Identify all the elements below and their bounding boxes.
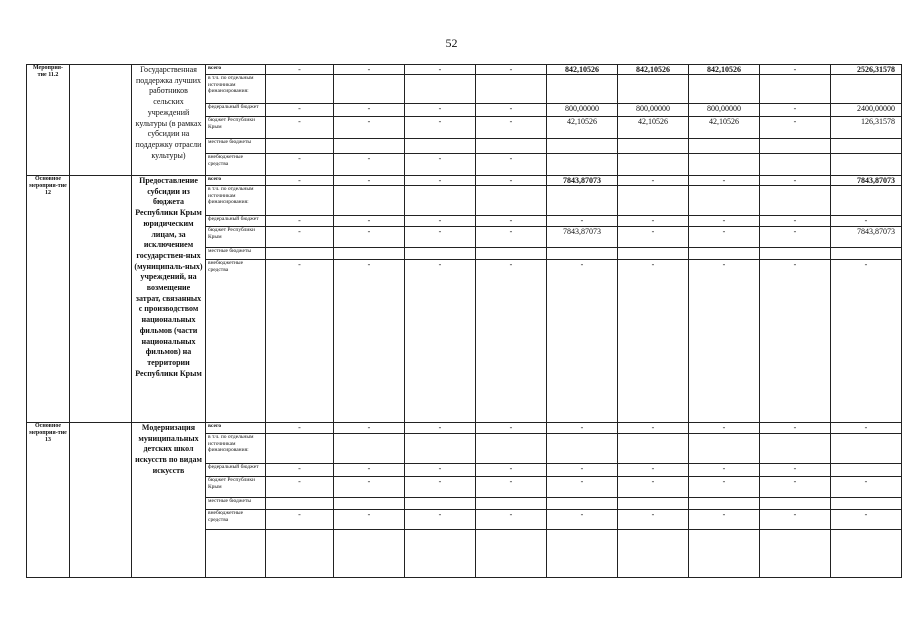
value-cell: - (476, 154, 547, 176)
funding-source: бюджет Республики Крым (206, 477, 266, 498)
value-cell: - (760, 510, 831, 530)
value-cell (618, 434, 689, 464)
value-cell: - (266, 176, 334, 186)
funding-source: всего (206, 176, 266, 186)
value-cell: - (760, 216, 831, 227)
value-cell (760, 154, 831, 176)
value-cell: 2526,31578 (831, 65, 902, 75)
value-cell: 42,10526 (689, 117, 760, 139)
value-cell (547, 498, 618, 510)
value-cell: - (476, 464, 547, 477)
value-cell: - (405, 260, 476, 423)
value-cell (547, 139, 618, 154)
value-cell: - (476, 65, 547, 75)
value-cell (405, 248, 476, 260)
value-cell (831, 139, 902, 154)
value-cell: - (334, 510, 405, 530)
value-cell (266, 248, 334, 260)
empty-cell (831, 530, 902, 578)
value-cell: - (266, 104, 334, 117)
value-cell: - (547, 464, 618, 477)
empty-cell (547, 530, 618, 578)
value-cell (760, 434, 831, 464)
value-cell: - (334, 117, 405, 139)
value-cell (689, 498, 760, 510)
value-cell (831, 186, 902, 216)
value-cell: 842,10526 (689, 65, 760, 75)
value-cell: - (405, 104, 476, 117)
value-cell: 42,10526 (547, 117, 618, 139)
value-cell: - (547, 477, 618, 498)
value-cell: - (405, 176, 476, 186)
value-cell: - (618, 227, 689, 248)
value-cell: - (618, 464, 689, 477)
value-cell: - (547, 423, 618, 434)
value-cell (831, 154, 902, 176)
value-cell: - (334, 154, 405, 176)
value-cell (476, 139, 547, 154)
value-cell (476, 498, 547, 510)
funding-source: местные бюджеты (206, 248, 266, 260)
value-cell (760, 139, 831, 154)
value-cell (618, 75, 689, 104)
value-cell: - (831, 510, 902, 530)
funding-source: внебюджетные средства (206, 510, 266, 530)
value-cell (405, 75, 476, 104)
value-cell: - (266, 216, 334, 227)
value-cell (831, 248, 902, 260)
value-cell: 800,00000 (689, 104, 760, 117)
value-cell: - (405, 154, 476, 176)
value-cell: - (760, 260, 831, 423)
value-cell: - (334, 227, 405, 248)
value-cell (618, 139, 689, 154)
value-cell (831, 75, 902, 104)
value-cell (476, 434, 547, 464)
value-cell (760, 498, 831, 510)
value-cell: - (760, 227, 831, 248)
value-cell: - (618, 216, 689, 227)
value-cell: - (760, 464, 831, 477)
funding-source: бюджет Республики Крым (206, 117, 266, 139)
value-cell: - (760, 423, 831, 434)
value-cell (618, 154, 689, 176)
value-cell (760, 186, 831, 216)
value-cell (689, 434, 760, 464)
value-cell (405, 498, 476, 510)
value-cell (266, 434, 334, 464)
value-cell (760, 75, 831, 104)
value-cell: 800,00000 (547, 104, 618, 117)
value-cell (334, 248, 405, 260)
value-cell: - (266, 65, 334, 75)
funding-source: федеральный бюджет (206, 104, 266, 117)
value-cell: - (831, 216, 902, 227)
funding-source: в т.ч. по отдельным источникам финансирования: (206, 75, 266, 104)
table-row (27, 423, 903, 434)
value-cell: - (334, 104, 405, 117)
value-cell: - (760, 477, 831, 498)
value-cell: - (689, 477, 760, 498)
value-cell: - (334, 176, 405, 186)
page-number: 52 (445, 36, 458, 50)
funding-source: местные бюджеты (206, 139, 266, 154)
budget-table (26, 64, 903, 578)
value-cell (547, 248, 618, 260)
value-cell: - (831, 260, 902, 423)
value-cell: - (266, 477, 334, 498)
activity-code: Мероприя-тие 11.2 (27, 65, 70, 176)
value-cell: - (476, 510, 547, 530)
empty-cell (206, 530, 266, 578)
value-cell: - (618, 260, 689, 423)
value-cell: - (266, 260, 334, 423)
value-cell: 842,10526 (547, 65, 618, 75)
value-cell: 7843,87073 (831, 176, 902, 186)
value-cell: - (405, 464, 476, 477)
value-cell (266, 186, 334, 216)
value-cell: - (334, 216, 405, 227)
value-cell: - (476, 216, 547, 227)
value-cell: - (334, 423, 405, 434)
value-cell: - (476, 423, 547, 434)
value-cell (831, 498, 902, 510)
value-cell (831, 434, 902, 464)
empty-cell (618, 530, 689, 578)
value-cell (405, 139, 476, 154)
value-cell: - (760, 176, 831, 186)
value-cell: - (405, 423, 476, 434)
value-cell (334, 498, 405, 510)
value-cell: - (547, 216, 618, 227)
funding-source: местные бюджеты (206, 498, 266, 510)
value-cell (405, 434, 476, 464)
value-cell (618, 186, 689, 216)
value-cell: - (476, 176, 547, 186)
value-cell: - (760, 104, 831, 117)
value-cell (266, 75, 334, 104)
funding-source: внебюджетные средства (206, 260, 266, 423)
value-cell: - (547, 260, 618, 423)
value-cell (547, 434, 618, 464)
value-cell: - (476, 104, 547, 117)
value-cell: - (405, 510, 476, 530)
value-cell (334, 186, 405, 216)
value-cell (618, 498, 689, 510)
value-cell: - (476, 260, 547, 423)
value-cell (405, 186, 476, 216)
value-cell: - (689, 216, 760, 227)
value-cell: - (405, 477, 476, 498)
activity-name: Модернизация муниципальных детских школ искусств по видам искусств (132, 423, 206, 578)
activity-name: Государственная поддержка лучших работников сельских учреждений культуры (в рамках субсидии на поддержку отрасли культуры) (132, 65, 206, 176)
value-cell: - (760, 117, 831, 139)
value-cell: - (266, 227, 334, 248)
executor-cell (70, 65, 132, 176)
value-cell (476, 75, 547, 104)
value-cell: - (405, 65, 476, 75)
value-cell: - (476, 477, 547, 498)
activity-code: Основное мероприя-тие 13 (27, 423, 70, 578)
value-cell: - (334, 464, 405, 477)
value-cell (266, 139, 334, 154)
funding-source: всего (206, 423, 266, 434)
value-cell: - (689, 176, 760, 186)
executor-cell (70, 423, 132, 578)
value-cell (760, 248, 831, 260)
value-cell: - (334, 477, 405, 498)
value-cell: - (618, 176, 689, 186)
value-cell: - (266, 154, 334, 176)
value-cell: - (405, 227, 476, 248)
value-cell: - (266, 423, 334, 434)
value-cell: - (689, 423, 760, 434)
value-cell: 7843,87073 (547, 176, 618, 186)
value-cell (689, 75, 760, 104)
value-cell (547, 186, 618, 216)
value-cell: - (334, 65, 405, 75)
value-cell: - (831, 477, 902, 498)
value-cell (266, 498, 334, 510)
value-cell (689, 139, 760, 154)
value-cell (334, 75, 405, 104)
empty-cell (334, 530, 405, 578)
funding-source: всего (206, 65, 266, 75)
value-cell: - (689, 227, 760, 248)
value-cell (689, 186, 760, 216)
empty-cell (266, 530, 334, 578)
value-cell (476, 248, 547, 260)
executor-cell (70, 176, 132, 423)
value-cell: 7843,87073 (831, 227, 902, 248)
value-cell: - (618, 477, 689, 498)
empty-cell (476, 530, 547, 578)
value-cell: 842,10526 (618, 65, 689, 75)
value-cell: - (266, 510, 334, 530)
empty-cell (760, 530, 831, 578)
value-cell (689, 248, 760, 260)
value-cell (334, 434, 405, 464)
value-cell (547, 75, 618, 104)
value-cell: - (266, 117, 334, 139)
funding-source: в т.ч. по отдельным источникам финансирования: (206, 434, 266, 464)
value-cell: - (547, 510, 618, 530)
value-cell: - (689, 260, 760, 423)
value-cell: - (476, 227, 547, 248)
value-cell (831, 464, 902, 477)
value-cell: - (689, 464, 760, 477)
value-cell: 800,00000 (618, 104, 689, 117)
value-cell: 126,31578 (831, 117, 902, 139)
value-cell: 7843,87073 (547, 227, 618, 248)
funding-source: федеральный бюджет (206, 464, 266, 477)
activity-code: Основное мероприя-тие 12 (27, 176, 70, 423)
budget-table-body (27, 65, 903, 578)
empty-cell (689, 530, 760, 578)
value-cell (334, 139, 405, 154)
funding-source: федеральный бюджет (206, 216, 266, 227)
value-cell: - (689, 510, 760, 530)
value-cell: - (334, 260, 405, 423)
value-cell: - (618, 510, 689, 530)
value-cell: - (405, 117, 476, 139)
empty-cell (405, 530, 476, 578)
table-row (27, 65, 903, 75)
value-cell: - (266, 464, 334, 477)
value-cell: - (618, 423, 689, 434)
activity-name: Предоставление субсидии из бюджета Республики Крым юридическим лицам, за исключением государствен-ных (муниципаль-ных) учреждений, на возмещение затрат, связанных с производством национальных фильмов (части национальных фильмов) на территории Республики Крым (132, 176, 206, 423)
value-cell: - (405, 216, 476, 227)
value-cell: - (760, 65, 831, 75)
value-cell: 2400,00000 (831, 104, 902, 117)
funding-source: бюджет Республики Крым (206, 227, 266, 248)
value-cell: 42,10526 (618, 117, 689, 139)
value-cell (689, 154, 760, 176)
value-cell (618, 248, 689, 260)
funding-source: внебюджетные средства (206, 154, 266, 176)
funding-source: в т.ч. по отдельным источникам финансирования: (206, 186, 266, 216)
value-cell (476, 186, 547, 216)
value-cell: - (476, 117, 547, 139)
table-row (27, 176, 903, 186)
value-cell: - (831, 423, 902, 434)
value-cell (547, 154, 618, 176)
